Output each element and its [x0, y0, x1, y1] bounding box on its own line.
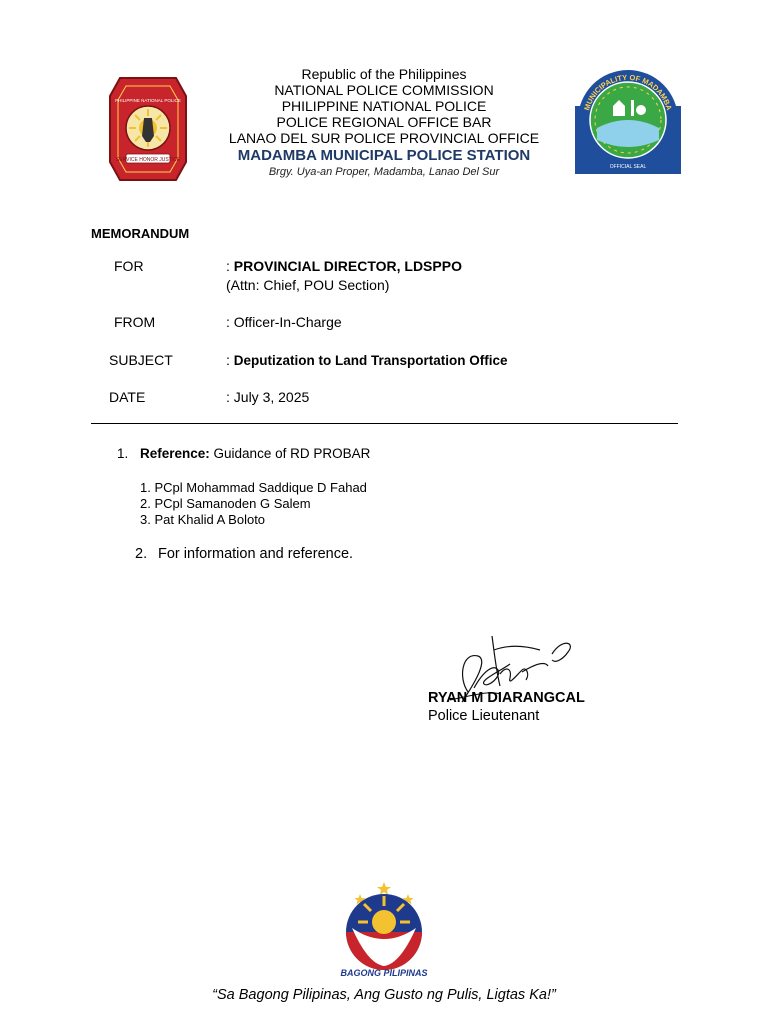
item-2-text: For information and reference. [158, 546, 354, 562]
date-label: DATE [109, 389, 146, 405]
subject-label: SUBJECT [109, 352, 173, 368]
memo-title: MEMORANDUM [91, 226, 190, 241]
for-value: PROVINCIAL DIRECTOR, LDSPPO [233, 258, 462, 274]
from-value: : Officer-In-Charge [226, 314, 342, 330]
personnel-list [140, 480, 367, 528]
personnel-item: 2. PCpl Samanoden G Salem [140, 496, 311, 511]
letterhead-line-3: PHILIPPINE NATIONAL POLICE [281, 98, 487, 114]
for-prefix: : [226, 258, 234, 274]
footer-slogan: “Sa Bagong Pilipinas, Ang Gusto ng Pulis, Ligtas Ka!” [212, 987, 556, 1003]
madamba-seal-logo [575, 70, 681, 174]
for-attn: (Attn: Chief, POU Section) [226, 277, 390, 293]
personnel-item: 3. Pat Khalid A Boloto [140, 512, 266, 527]
item-1-text: Guidance of RD PROBAR [209, 446, 371, 461]
bagong-pilipinas-logo-text: BAGONG PILIPINAS [340, 968, 428, 978]
letterhead-line-5: LANAO DEL SUR POLICE PROVINCIAL OFFICE [228, 130, 540, 146]
subject-value: Deputization to Land Transportation Office [233, 353, 508, 368]
pnp-seal-motto: SERVICE HONOR JUSTICE [115, 157, 181, 163]
pnp-seal-logo [108, 76, 188, 182]
subject-prefix: : [226, 352, 234, 368]
bagong-pilipinas-logo [300, 872, 468, 984]
letterhead [180, 66, 588, 179]
item-1-number: 1. [117, 446, 129, 461]
station-address: Brgy. Uya-an Proper, Madamba, Lanao Del Sur [268, 166, 500, 178]
madamba-seal-title: MUNICIPALITY OF MADAMBA [582, 72, 674, 112]
personnel-item: 1. PCpl Mohammad Saddique D Fahad [140, 480, 367, 495]
for-field [226, 258, 462, 274]
from-label: FROM [114, 314, 156, 330]
item-1 [140, 446, 370, 461]
letterhead-line-4: POLICE REGIONAL OFFICE BAR [276, 114, 492, 130]
subject-field [226, 352, 508, 368]
for-label: FOR [114, 258, 144, 274]
letterhead-line-1: Republic of the Philippines [301, 66, 467, 82]
item-1-label: Reference: [140, 446, 210, 461]
pnp-seal-title: PHILIPPINE NATIONAL POLICE [115, 98, 181, 103]
item-2-number: 2. [135, 546, 148, 562]
letterhead-line-2: NATIONAL POLICE COMMISSION [274, 82, 494, 98]
date-value: : July 3, 2025 [226, 389, 310, 405]
station-name: MADAMBA MUNICIPAL POLICE STATION [237, 147, 531, 164]
signatory-name: RYAN M DIARANGCAL [428, 690, 585, 706]
divider-line [91, 423, 678, 424]
signatory-rank: Police Lieutenant [428, 708, 540, 724]
madamba-seal-caption: OFFICIAL SEAL [609, 164, 647, 170]
